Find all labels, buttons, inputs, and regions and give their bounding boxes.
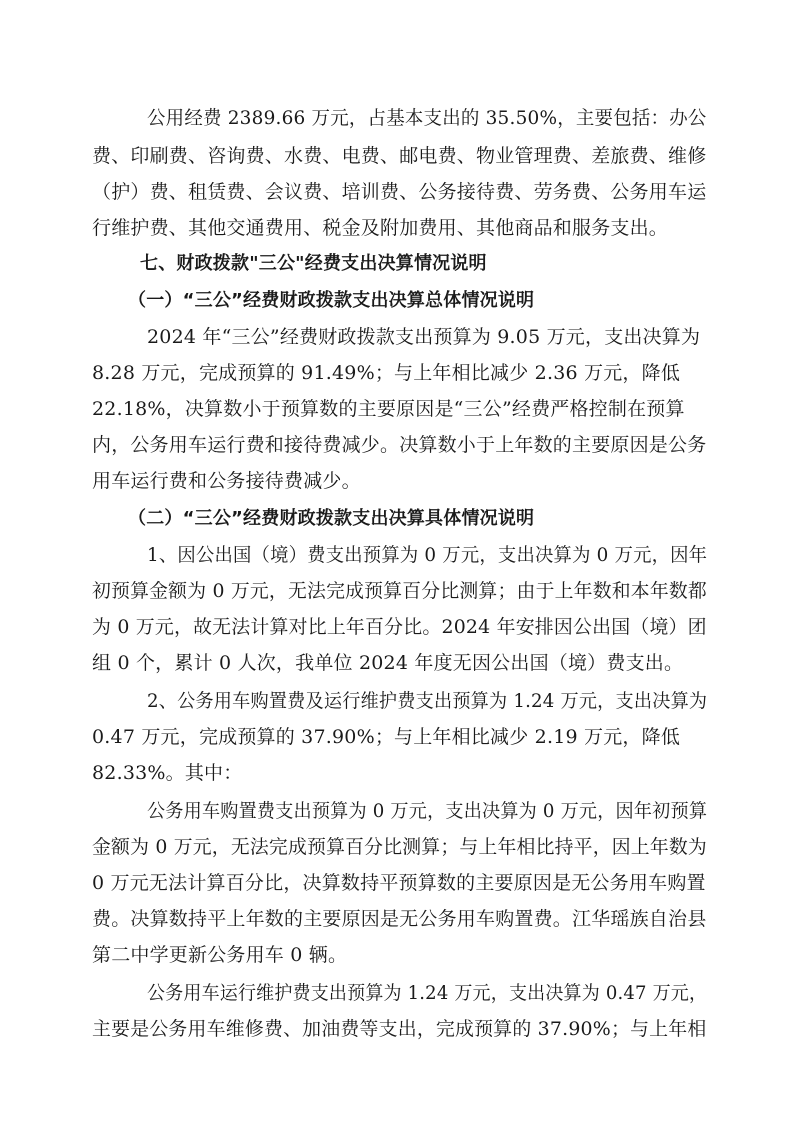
text-line: 行维护费、其他交通费用、税金及附加费用、其他商品和服务支出。	[92, 217, 669, 239]
text-line: 22.18%，决算数小于预算数的主要原因是“三公”经费严格控制在预算	[92, 398, 685, 420]
text-line: 组 0 个，累计 0 人次，我单位 2024 年度无因公出国（境）费支出。	[92, 652, 684, 674]
section-heading: 七、财政拨款"三公"经费支出决算情况说明	[140, 253, 487, 274]
text-line: 初预算金额为 0 万元，无法完成预算百分比测算；由于上年数和本年数都	[92, 580, 707, 602]
text-line: 0.47 万元，完成预算的 37.90%；与上年相比减少 2.19 万元，降低	[92, 726, 681, 748]
text-line: 0 万元无法计算百分比，决算数持平预算数的主要原因是无公务用车购置	[92, 872, 706, 894]
text-line: （护）费、租赁费、会议费、培训费、公务接待费、劳务费、公务用车运	[92, 181, 707, 203]
text-line: 公务用车购置费支出预算为 0 万元，支出决算为 0 万元，因年初预算	[147, 800, 708, 822]
text-line: 主要是公务用车维修费、加油费等支出，完成预算的 37.90%；与上年相	[92, 1018, 707, 1040]
text-line: 金额为 0 万元，无法完成预算百分比测算；与上年相比持平，因上年数为	[92, 836, 707, 858]
text-line: 为 0 万元，故无法计算对比上年百分比。2024 年安排因公出国（境）团	[92, 616, 707, 638]
text-line: 82.33%。其中：	[92, 762, 243, 784]
subsection-heading: （一）“三公”经费财政拨款支出决算总体情况说明	[128, 290, 535, 311]
text-line: 1、因公出国（境）费支出预算为 0 万元，支出决算为 0 万元，因年	[147, 544, 708, 566]
subsection-heading: （二）“三公”经费财政拨款支出决算具体情况说明	[128, 508, 535, 529]
text-line: 费、印刷费、咨询费、水费、电费、邮电费、物业管理费、差旅费、维修	[92, 145, 707, 167]
text-line: 费。决算数持平上年数的主要原因是无公务用车购置费。江华瑶族自治县	[92, 908, 707, 930]
text-line: 用车运行费和公务接待费减少。	[92, 470, 361, 492]
text-line: 公务用车运行维护费支出预算为 1.24 万元，支出决算为 0.47 万元，	[147, 982, 708, 1004]
text-line: 公用经费 2389.66 万元，占基本支出的 35.50%，主要包括：办公	[147, 107, 707, 129]
text-line: 内，公务用车运行费和接待费减少。决算数小于上年数的主要原因是公务	[92, 434, 707, 456]
text-line: 8.28 万元，完成预算的 91.49%；与上年相比减少 2.36 万元，降低	[92, 362, 681, 384]
text-line: 2024 年“三公”经费财政拨款支出预算为 9.05 万元，支出决算为	[147, 326, 701, 348]
text-line: 2、公务用车购置费及运行维护费支出预算为 1.24 万元，支出决算为	[147, 690, 708, 712]
text-line: 第二中学更新公务用车 0 辆。	[92, 944, 348, 966]
